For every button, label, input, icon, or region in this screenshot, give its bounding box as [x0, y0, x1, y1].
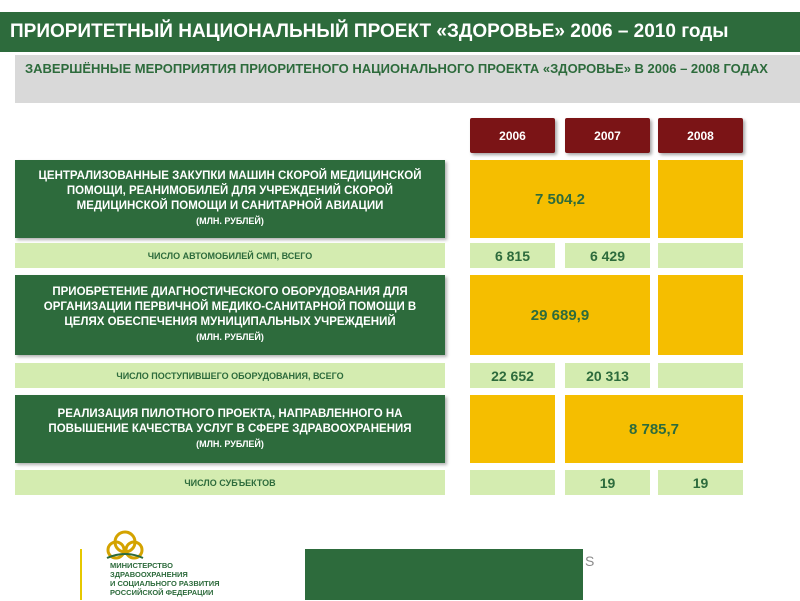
year-header-2007: 2007 [565, 118, 650, 153]
sub-value-ambulance-2007: 6 429 [565, 243, 650, 268]
sub-value-equipment-2007: 20 313 [565, 363, 650, 388]
row-label-text: ПРИОБРЕТЕНИЕ ДИАГНОСТИЧЕСКОГО ОБОРУДОВАНИЯ ДЛЯ ОРГАНИЗАЦИИ ПЕРВИЧНОЙ МЕДИКО-САНИТАРНОЙ ПОМОЩИ В ЦЕЛЯХ ОБЕСПЕЧЕНИЯ МУНИЦИПАЛЬНЫХ УЧРЕЖДЕНИЙ [43, 286, 417, 328]
row-label-text: ЦЕНТРАЛИЗОВАННЫЕ ЗАКУПКИ МАШИН СКОРОЙ МЕДИЦИНСКОЙ ПОМОЩИ, РЕАНИМОБИЛЕЙ ДЛЯ УЧРЕЖДЕНИЙ СКОРОЙ МЕДИЦИНСКОЙ ПОМОЩИ И САНИТАРНОЙ АВИАЦИИ [38, 170, 422, 212]
value-cell-ambulance-2008 [658, 160, 743, 238]
footer-bar [305, 549, 583, 600]
ministry-line: ЗДРАВООХРАНЕНИЯ [110, 570, 188, 579]
sub-value-equipment-2008 [658, 363, 743, 388]
ministry-name [110, 561, 300, 601]
row-label-diagnostic-equipment [15, 275, 445, 355]
ministry-line: МИНИСТЕРСТВО [110, 561, 173, 570]
footer-divider [80, 549, 82, 600]
value-cell-pilot-2006 [470, 395, 555, 463]
row-label-ambulance-purchases [15, 160, 445, 238]
sub-value-equipment-2006: 22 652 [470, 363, 555, 388]
ministry-logo-icon [103, 528, 147, 562]
sub-value-subjects-2006 [470, 470, 555, 495]
value-cell-equipment-2008 [658, 275, 743, 355]
value-cell-ambulance-2006-2007: 7 504,2 [470, 160, 650, 238]
year-header-2008: 2008 [658, 118, 743, 153]
sub-label-ambulance-count: ЧИСЛО АВТОМОБИЛЕЙ СМП, ВСЕГО [15, 243, 445, 268]
sub-label-equipment-count: ЧИСЛО ПОСТУПИВШЕГО ОБОРУДОВАНИЯ, ВСЕГО [15, 363, 445, 388]
page-subtitle: ЗАВЕРШЁННЫЕ МЕРОПРИЯТИЯ ПРИОРИТЕНОГО НАЦИОНАЛЬНОГО ПРОЕКТА «ЗДОРОВЬЕ» В 2006 – 2008 ГОДАХ [15, 55, 800, 103]
sub-value-subjects-2008: 19 [658, 470, 743, 495]
row-label-pilot-project [15, 395, 445, 463]
footer-mark: S [585, 553, 595, 569]
sub-label-subjects-count: ЧИСЛО СУБЪЕКТОВ [15, 470, 445, 495]
row-unit: (МЛН. РУБЛЕЙ) [196, 332, 264, 342]
value-cell-pilot-2007-2008: 8 785,7 [565, 395, 743, 463]
sub-value-ambulance-2008 [658, 243, 743, 268]
row-label-text: РЕАЛИЗАЦИЯ ПИЛОТНОГО ПРОЕКТА, НАПРАВЛЕННОГО НА ПОВЫШЕНИЕ КАЧЕСТВА УСЛУГ В СФЕРЕ ЗДРАВООХРАНЕНИЯ [48, 407, 412, 435]
ministry-line: РОССИЙСКОЙ ФЕДЕРАЦИИ [110, 588, 214, 597]
sub-value-ambulance-2006: 6 815 [470, 243, 555, 268]
sub-value-subjects-2007: 19 [565, 470, 650, 495]
row-unit: (МЛН. РУБЛЕЙ) [196, 216, 264, 226]
year-header-2006: 2006 [470, 118, 555, 153]
ministry-line: И СОЦИАЛЬНОГО РАЗВИТИЯ [110, 579, 220, 588]
row-unit: (МЛН. РУБЛЕЙ) [196, 438, 264, 449]
value-cell-equipment-2006-2007: 29 689,9 [470, 275, 650, 355]
page-title: ПРИОРИТЕТНЫЙ НАЦИОНАЛЬНЫЙ ПРОЕКТ «ЗДОРОВЬЕ» 2006 – 2010 годы [0, 12, 800, 52]
